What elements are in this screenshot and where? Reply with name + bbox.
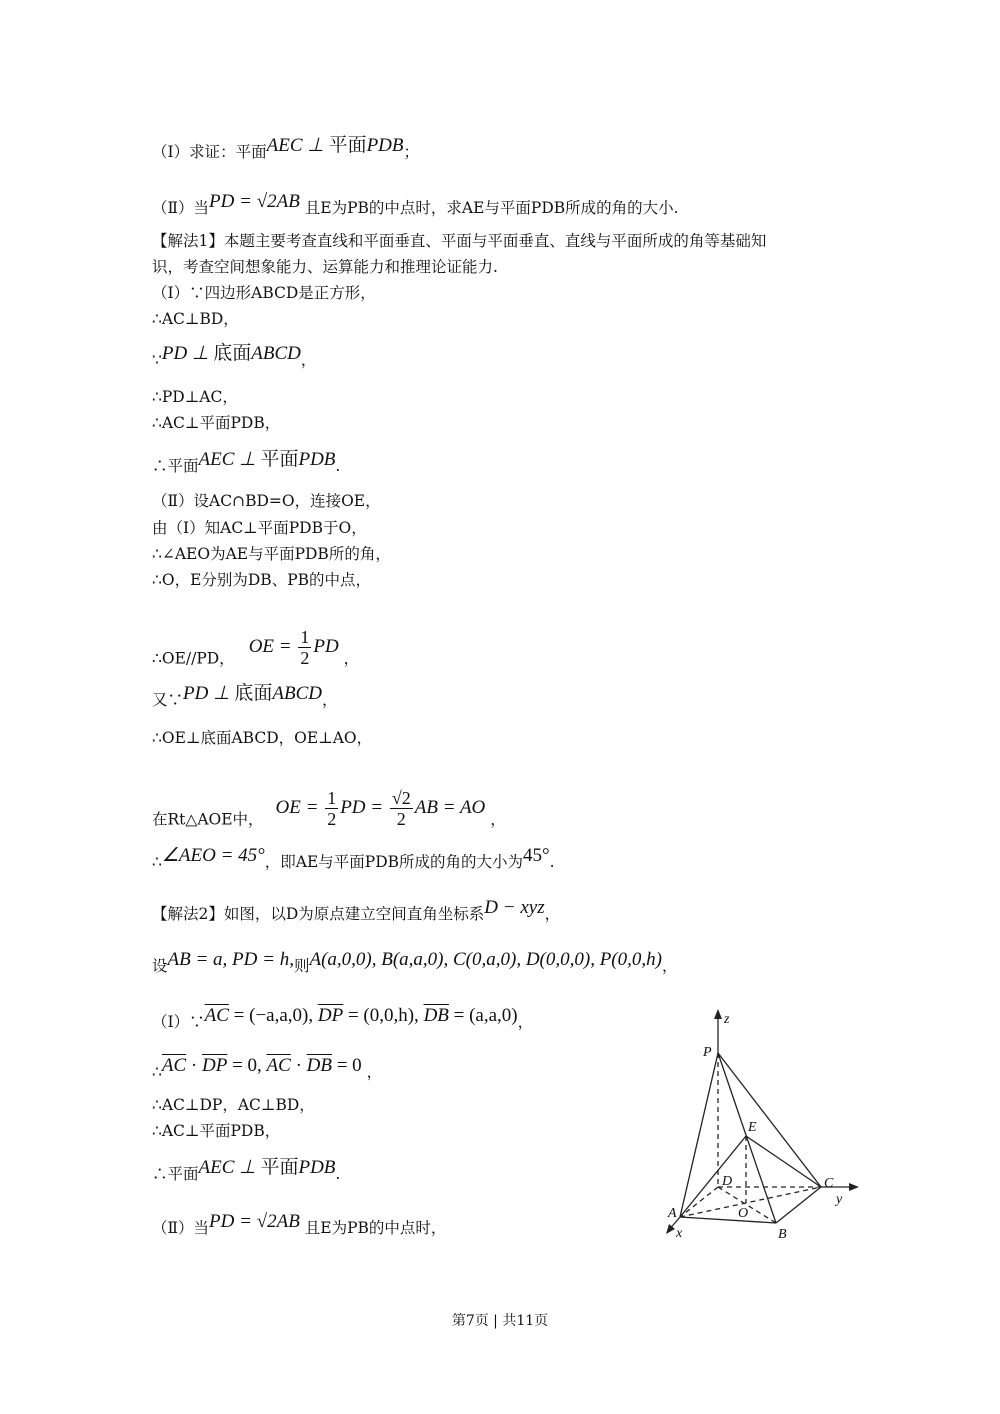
math: PDB (366, 135, 404, 156)
math: ABCD (251, 343, 301, 364)
text: （Ⅱ）当 (152, 199, 210, 217)
math: = 0, (227, 1055, 267, 1076)
math: PD ⊥ (161, 343, 214, 364)
vector: $\overline{DP}$ (201, 1055, 228, 1076)
page-footer: 第7页 | 共11页 (451, 1313, 549, 1329)
solution-line: ∴AC⊥平面PDB， (152, 414, 281, 432)
text: ； (403, 143, 420, 161)
text: ， (544, 905, 561, 923)
label-E: E (748, 1120, 757, 1135)
vector: $\overline{AC}$ (204, 1005, 229, 1026)
solution-line (152, 949, 678, 976)
solution-line: ∴AC⊥平面PDB， (152, 1122, 281, 1140)
solution-line: （Ⅱ）设AC∩BD=O，连接OE， (152, 492, 381, 510)
math: OE = (248, 635, 297, 657)
math: = (a,a,0) (448, 1005, 518, 1026)
numerator: 1 (300, 627, 310, 647)
x-arrow-icon (666, 1224, 675, 1234)
math: AB = AO (414, 796, 486, 818)
math: AEC ⊥ (198, 1157, 261, 1178)
text: ，即AE与平面PDB所成的角的大小为 (264, 853, 524, 871)
text: ， (366, 1063, 383, 1081)
text: （Ⅱ）当 (152, 1219, 210, 1237)
fraction (325, 788, 338, 829)
label-O: O (738, 1206, 749, 1221)
solution-line (152, 1211, 447, 1238)
solution-line: ∴AC⊥DP，AC⊥BD， (152, 1096, 315, 1114)
vector: $\overline{DB}$ (423, 1005, 449, 1026)
text: ∴ (152, 853, 162, 871)
denominator: 2 (327, 809, 337, 829)
solution-line: ∴AC⊥BD， (152, 310, 239, 328)
solution-line: ∴OE⊥底面ABCD，OE⊥AO， (152, 729, 373, 747)
math: PD ⊥ (183, 683, 235, 704)
label-D: D (722, 1174, 733, 1189)
text: ∴平面 (152, 457, 199, 475)
text: ∵ (152, 351, 162, 369)
text: ∴OE//PD， (152, 649, 235, 668)
solution-line (152, 1055, 383, 1082)
solution-line (152, 449, 341, 476)
solution-line (152, 627, 360, 680)
label-z: z (724, 1012, 730, 1027)
solution2-intro (152, 897, 561, 924)
math: D − xyz (484, 897, 545, 918)
solution-line: （Ⅰ）∵四边形ABCD是正方形， (152, 284, 376, 302)
text: 【解法2】如图，以D为原点建立空间直角坐标系 (152, 905, 485, 923)
text: 底面 (234, 683, 273, 704)
text: 底面 (213, 343, 252, 364)
numerator: √2 (391, 788, 411, 808)
numerator: 1 (327, 788, 337, 808)
math: A(a,0,0), B(a,a,0), C(0,a,0), D(0,0,0), P(0,0,h) (309, 949, 662, 970)
label-y: y (836, 1192, 843, 1207)
solution-line: 由（Ⅰ）知AC⊥平面PDB于O， (152, 519, 367, 537)
text: （Ⅰ）∵ (152, 1013, 205, 1031)
vector: $\overline{AC}$ (161, 1055, 187, 1076)
text: ∴平面 (152, 1165, 199, 1183)
math: PDB (298, 1157, 336, 1178)
dashed-edges (680, 1053, 821, 1223)
text: . (335, 457, 341, 475)
fraction (298, 627, 311, 668)
text: ∴ (152, 1063, 162, 1081)
text: 则 (293, 957, 310, 975)
math: · (186, 1055, 202, 1076)
text: 且E为PB的中点时， (304, 1219, 447, 1237)
label-C: C (824, 1176, 834, 1191)
solution-line (152, 845, 555, 872)
text: . (335, 1165, 341, 1183)
math: PD (313, 635, 339, 657)
text: ， (343, 649, 360, 668)
math: · (290, 1055, 307, 1076)
math: AB = a, PD = h, (167, 949, 294, 970)
denominator: 2 (396, 809, 406, 829)
solution-line: ∴O，E分别为DB、PB的中点， (152, 571, 372, 589)
math: PD = √2AB (209, 1211, 300, 1232)
solution-line (152, 683, 338, 710)
label-A: A (668, 1206, 677, 1221)
solution-line: ∴PD⊥AC， (152, 388, 238, 406)
solid-edges (680, 1053, 821, 1223)
text: 平面 (260, 1157, 299, 1178)
text: （Ⅰ）求证：平面 (152, 143, 267, 161)
text: 且E为PB的中点时，求AE与平面PDB所成的角的大小. (304, 199, 679, 217)
question-part1 (152, 135, 420, 162)
label-B: B (778, 1227, 787, 1242)
math: ABCD (272, 683, 323, 704)
text: ， (490, 810, 506, 829)
denominator: 2 (300, 648, 310, 668)
text: 设 (152, 957, 168, 975)
text: 平面 (328, 135, 367, 156)
solution-line: ∴∠AEO为AE与平面PDB所的角， (152, 545, 391, 563)
vector: $\overline{AC}$ (266, 1055, 291, 1076)
solution-line (152, 1157, 341, 1184)
solution-line (152, 1005, 534, 1032)
text: ， (661, 957, 678, 975)
text: . (549, 853, 555, 871)
vector: $\overline{DB}$ (306, 1055, 332, 1076)
text: ， (300, 351, 317, 369)
math: AEC ⊥ (198, 449, 261, 470)
math: ∠AEO = 45° (161, 845, 265, 866)
y-arrow-icon (849, 1183, 859, 1191)
question-part2 (152, 191, 679, 218)
math: PD = (340, 796, 388, 818)
text: 平面 (260, 449, 299, 470)
z-arrow-icon (714, 1009, 722, 1019)
solution-line (152, 343, 317, 370)
math: PDB (298, 449, 336, 470)
math: PD = √2AB (209, 191, 300, 212)
math: 45° (523, 845, 550, 866)
math: = (−a,a,0), (228, 1005, 318, 1026)
text: 又∵ (152, 691, 184, 709)
label-P: P (703, 1045, 712, 1060)
vector: $\overline{DP}$ (317, 1005, 344, 1026)
fraction (390, 788, 413, 829)
text: 在Rt△AOE中， (152, 810, 264, 829)
math: = 0 (331, 1055, 362, 1076)
solution-line (152, 788, 506, 841)
text: ， (322, 691, 338, 709)
pyramid-diagram (640, 1005, 870, 1250)
solution1-intro-cont: 识，考查空间想象能力、运算能力和推理论证能力. (152, 258, 498, 276)
solution1-intro: 【解法1】本题主要考查直线和平面垂直、平面与平面垂直、直线与平面所成的角等基础知 (152, 232, 767, 250)
math: = (0,0,h), (343, 1005, 424, 1026)
math: AEC ⊥ (266, 135, 329, 156)
text: ， (517, 1013, 534, 1031)
label-x: x (676, 1226, 683, 1241)
math: OE = (275, 796, 324, 818)
